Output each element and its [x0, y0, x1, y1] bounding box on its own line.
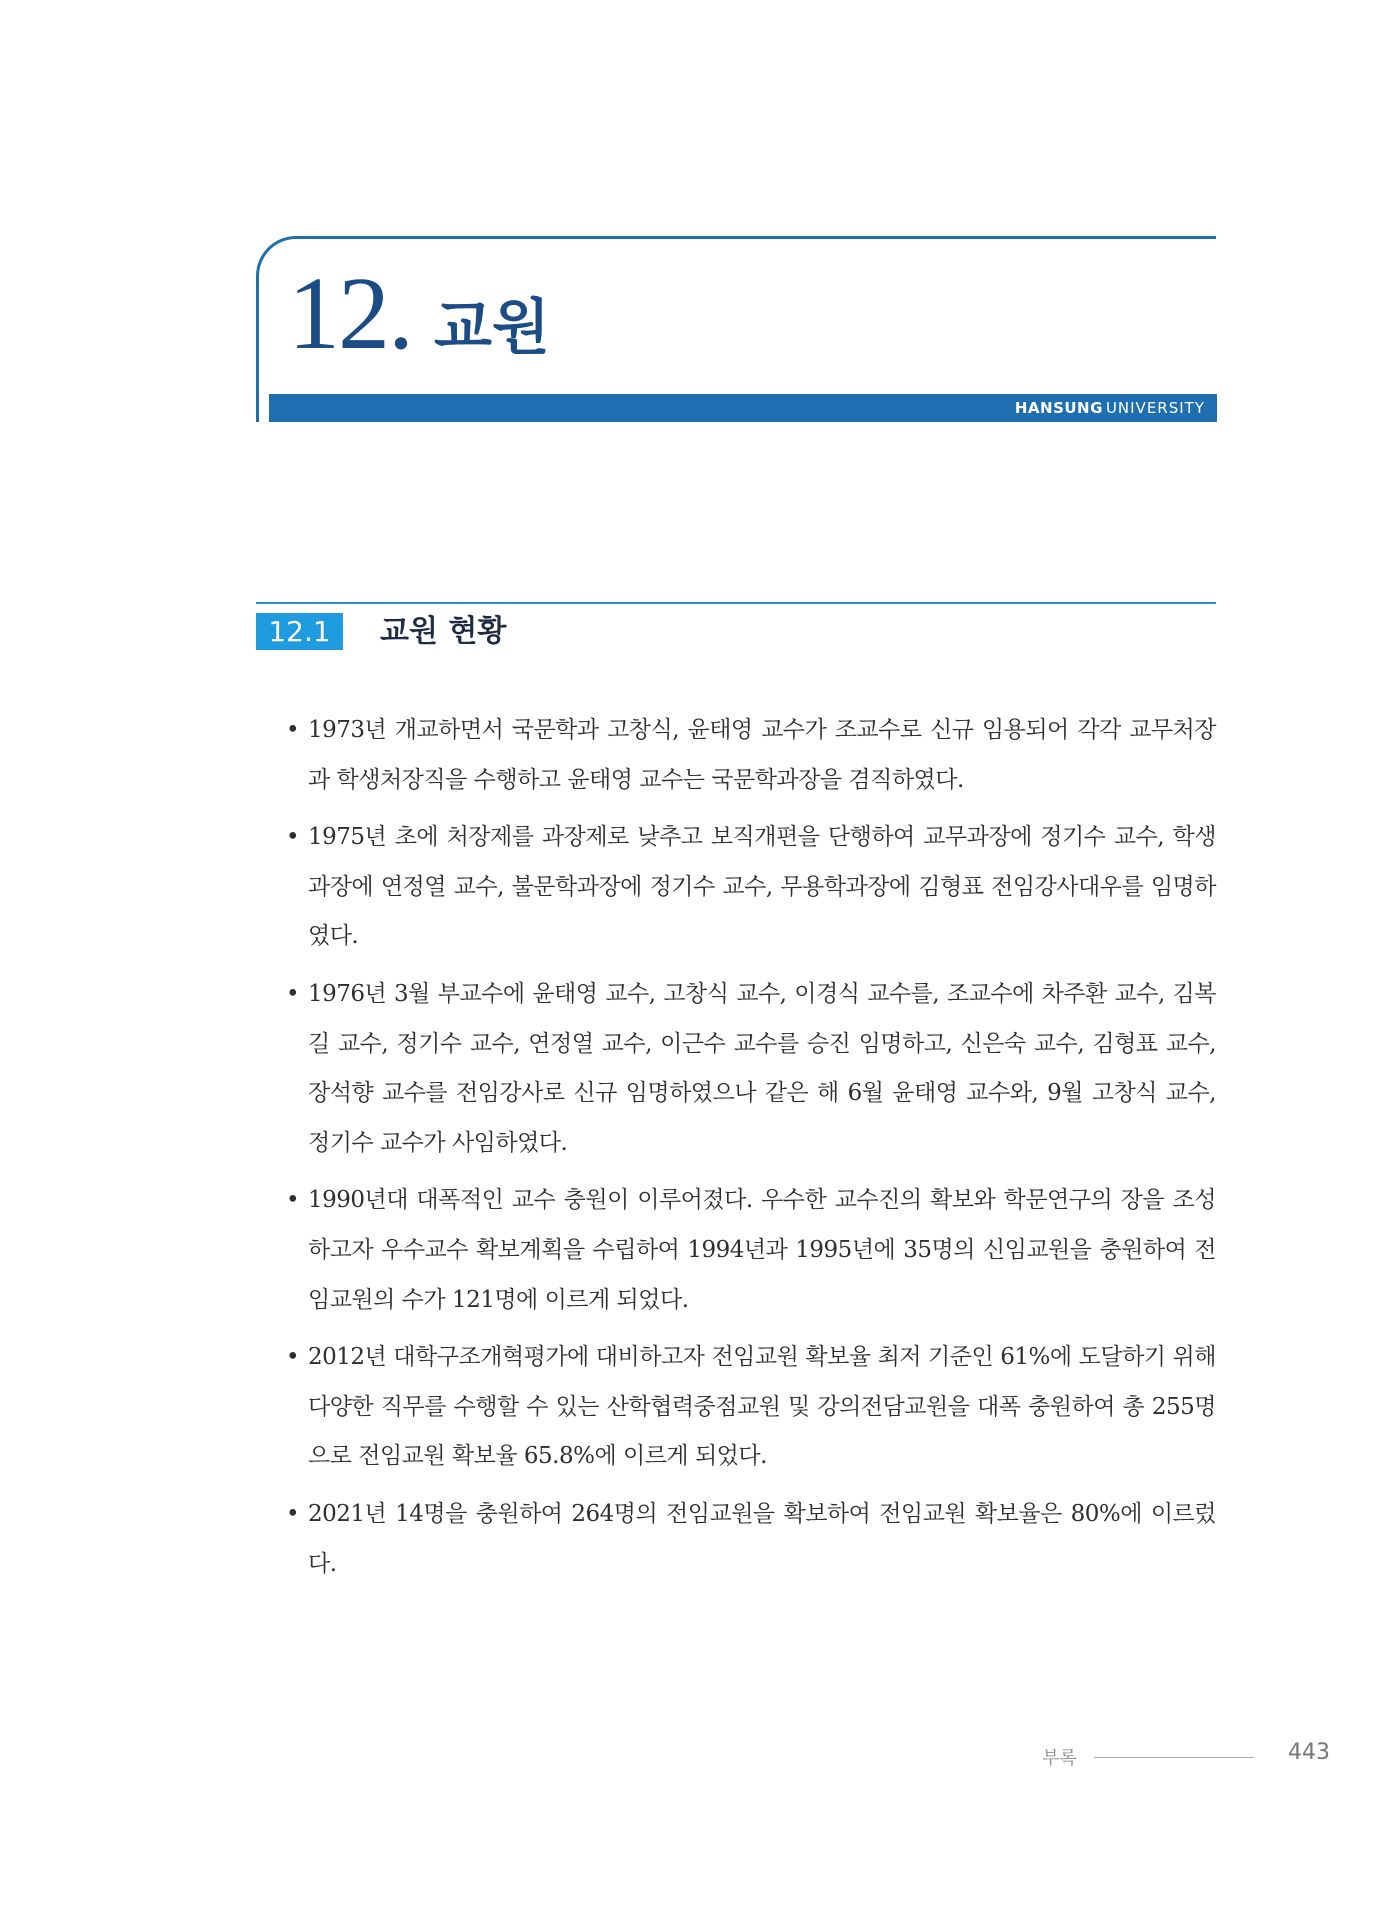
footer-rule [1094, 1757, 1254, 1758]
list-item [286, 1490, 1216, 1589]
footer-section-label: 부록 [1042, 1748, 1077, 1769]
list-item-text: 1975년 초에 처장제를 과장제로 낮추고 보직개편을 단행하여 교무과장에 정기수 교수, 학생과장에 연정열 교수, 불문학과장에 정기수 교수, 무용학과장에 김형표 전임강사대우를 임명하였다. [308, 824, 1216, 950]
section-number-badge: 12.1 [256, 613, 343, 650]
chapter-number: 12. [288, 256, 412, 371]
list-item-text: 1990년대 대폭적인 교수 충원이 이루어졌다. 우수한 교수진의 확보와 학문연구의 장을 조성하고자 우수교수 확보계획을 수립하여 1994년과 1995년에 35명의 신임교원을 충원하여 전임교원의 수가 121명에 이르게 되었다. [308, 1187, 1216, 1313]
section-divider [256, 602, 1216, 604]
chapter-title [288, 256, 550, 372]
list-item [286, 1176, 1216, 1325]
bullet-icon: • [286, 1187, 300, 1214]
bullet-list [286, 706, 1216, 1597]
list-item-text: 2021년 14명을 충원하여 264명의 전임교원을 확보하여 전임교원 확보율은 80%에 이르렀다. [308, 1500, 1216, 1577]
list-item-text: 1976년 3월 부교수에 윤태영 교수, 고창식 교수, 이경식 교수를, 조교수에 차주환 교수, 김복길 교수, 정기수 교수, 연정열 교수, 이근수 교수를 승진 임명하고, 신은숙 교수, 김형표 교수, 장석향 교수를 전임강사로 신규 임명하였으나 같은 해 6월 윤태영 교수와, 9월 고창식 교수, 정기수 교수가 사임하였다. [308, 980, 1216, 1156]
page-footer [1040, 1740, 1330, 1772]
list-item [286, 706, 1216, 805]
list-item [286, 813, 1216, 962]
bullet-icon: • [286, 824, 300, 851]
page-number: 443 [1288, 1740, 1330, 1765]
list-item [286, 970, 1216, 1168]
section-title: 교원 현황 [380, 614, 507, 649]
brand-name-light: UNIVERSITY [1105, 399, 1205, 417]
brand-name-strong: HANSUNG [1014, 399, 1103, 417]
list-item [286, 1333, 1216, 1482]
chapter-name: 교원 [434, 293, 550, 363]
bullet-icon: • [286, 1344, 300, 1371]
bullet-icon: • [286, 980, 300, 1007]
bullet-icon: • [286, 717, 300, 743]
list-item-text: 2012년 대학구조개혁평가에 대비하고자 전임교원 확보율 최저 기준인 61%에 도달하기 위해 다양한 직무를 수행할 수 있는 산학협력중점교원 및 강의전담교원을 대폭 충원하여 총 255명으로 전임교원 확보율 65.8%에 이르게 되었다. [308, 1344, 1216, 1470]
bullet-icon: • [286, 1500, 300, 1527]
list-item-text: 1973년 개교하면서 국문학과 고창식, 윤태영 교수가 조교수로 신규 임용되어 각각 교무처장과 학생처장직을 수행하고 윤태영 교수는 국문학과장을 겸직하였다. [308, 717, 1216, 793]
brand-bar [269, 394, 1217, 422]
